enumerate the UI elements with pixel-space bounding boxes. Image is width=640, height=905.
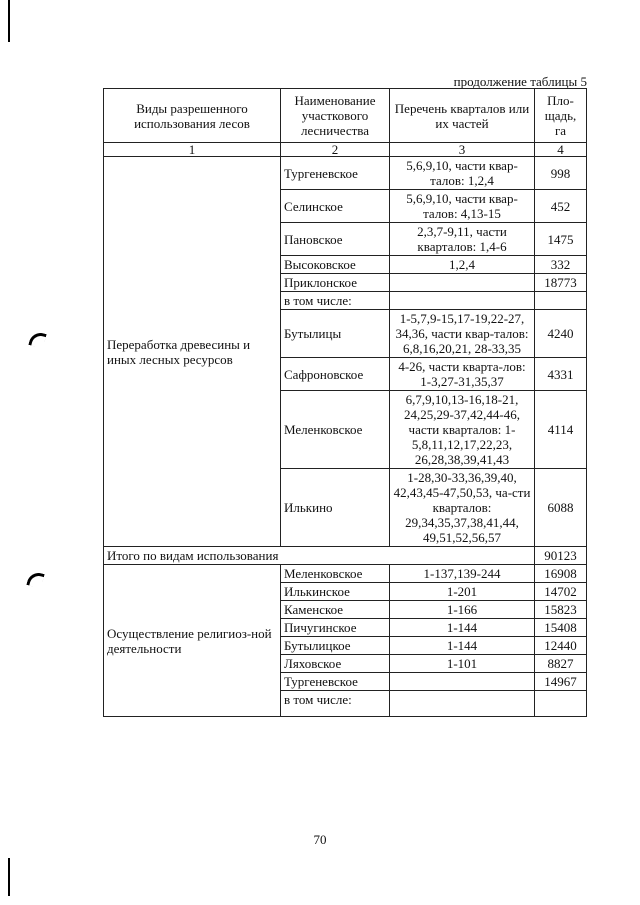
quarters-cell: 5,6,9,10, части квар-талов: 4,13-15 — [390, 190, 535, 223]
quarters-cell: 2,3,7-9,11, части кварталов: 1,4-6 — [390, 223, 535, 256]
area-cell: 452 — [535, 190, 587, 223]
quarters-cell: 1-137,139-244 — [390, 565, 535, 583]
page-number: 70 — [313, 832, 327, 847]
header-area: Пло-щадь, га — [535, 89, 587, 143]
scan-mark-top — [8, 0, 10, 42]
forestry-cell: Бутылицы — [281, 310, 390, 358]
area-cell — [535, 691, 587, 717]
column-number: 2 — [281, 143, 390, 157]
area-cell — [535, 292, 587, 310]
use-type-cell: Переработка древесины и иных лесных ресурсов — [104, 157, 281, 547]
forestry-cell: Илькинское — [281, 583, 390, 601]
area-cell: 4240 — [535, 310, 587, 358]
header-forestry: Наименование участкового лесничества — [281, 89, 390, 143]
forestry-cell: Высоковское — [281, 256, 390, 274]
header-quarters: Перечень кварталов или их частей — [390, 89, 535, 143]
forestry-cell: Селинское — [281, 190, 390, 223]
forestry-cell: Меленковское — [281, 391, 390, 469]
column-number-row — [104, 143, 587, 157]
forestry-cell: Сафроновское — [281, 358, 390, 391]
area-cell: 4114 — [535, 391, 587, 469]
area-cell: 332 — [535, 256, 587, 274]
forestry-cell: Меленковское — [281, 565, 390, 583]
area-cell: 14702 — [535, 583, 587, 601]
forestry-cell: в том числе: — [281, 691, 390, 717]
area-cell: 1475 — [535, 223, 587, 256]
quarters-cell — [390, 292, 535, 310]
table-continuation-caption: продолжение таблицы 5 — [453, 74, 587, 89]
quarters-cell: 1-201 — [390, 583, 535, 601]
area-cell: 12440 — [535, 637, 587, 655]
forestry-cell: Тургеневское — [281, 157, 390, 190]
quarters-cell: 6,7,9,10,13-16,18-21, 24,25,29-37,42,44-46, части кварталов: 1-5,8,11,12,17,22,23, 26,28,38,39,41,43 — [390, 391, 535, 469]
forestry-cell: Пичугинское — [281, 619, 390, 637]
forestry-cell: в том числе: — [281, 292, 390, 310]
area-cell: 15823 — [535, 601, 587, 619]
quarters-cell — [390, 274, 535, 292]
column-number: 3 — [390, 143, 535, 157]
column-number: 4 — [535, 143, 587, 157]
total-row — [104, 547, 587, 565]
area-cell: 16908 — [535, 565, 587, 583]
table-row — [104, 565, 587, 583]
total-area: 90123 — [535, 547, 587, 565]
scan-mark-arc-upper — [28, 330, 46, 348]
forest-use-table — [103, 88, 587, 717]
area-cell: 998 — [535, 157, 587, 190]
total-label: Итого по видам использования — [104, 547, 535, 565]
area-cell: 8827 — [535, 655, 587, 673]
forestry-cell: Тургеневское — [281, 673, 390, 691]
quarters-cell — [390, 691, 535, 717]
forestry-cell: Илькино — [281, 469, 390, 547]
scan-mark-arc-lower — [26, 570, 44, 588]
quarters-cell: 1-5,7,9-15,17-19,22-27, 34,36, части квар-талов: 6,8,16,20,21, 28-33,35 — [390, 310, 535, 358]
quarters-cell: 1-28,30-33,36,39,40, 42,43,45-47,50,53, ча-сти кварталов: 29,34,35,37,38,41,44, 49,51,52,56,57 — [390, 469, 535, 547]
quarters-cell: 1,2,4 — [390, 256, 535, 274]
quarters-cell: 1-101 — [390, 655, 535, 673]
area-cell: 4331 — [535, 358, 587, 391]
area-cell: 14967 — [535, 673, 587, 691]
forestry-cell: Приклонское — [281, 274, 390, 292]
use-type-cell: Осуществление религиоз-ной деятельности — [104, 565, 281, 717]
table-header-row — [104, 89, 587, 143]
area-cell: 15408 — [535, 619, 587, 637]
quarters-cell: 5,6,9,10, части квар-талов: 1,2,4 — [390, 157, 535, 190]
forestry-cell: Каменское — [281, 601, 390, 619]
quarters-cell: 4-26, части кварта-лов: 1-3,27-31,35,37 — [390, 358, 535, 391]
area-cell: 6088 — [535, 469, 587, 547]
column-number: 1 — [104, 143, 281, 157]
header-use-type: Виды разрешенного использования лесов — [104, 89, 281, 143]
forestry-cell: Бутылицкое — [281, 637, 390, 655]
forestry-cell: Пановское — [281, 223, 390, 256]
scan-mark-bottom — [8, 858, 10, 896]
quarters-cell: 1-166 — [390, 601, 535, 619]
table-row — [104, 157, 587, 190]
forestry-cell: Ляховское — [281, 655, 390, 673]
quarters-cell — [390, 673, 535, 691]
quarters-cell: 1-144 — [390, 619, 535, 637]
quarters-cell: 1-144 — [390, 637, 535, 655]
area-cell: 18773 — [535, 274, 587, 292]
